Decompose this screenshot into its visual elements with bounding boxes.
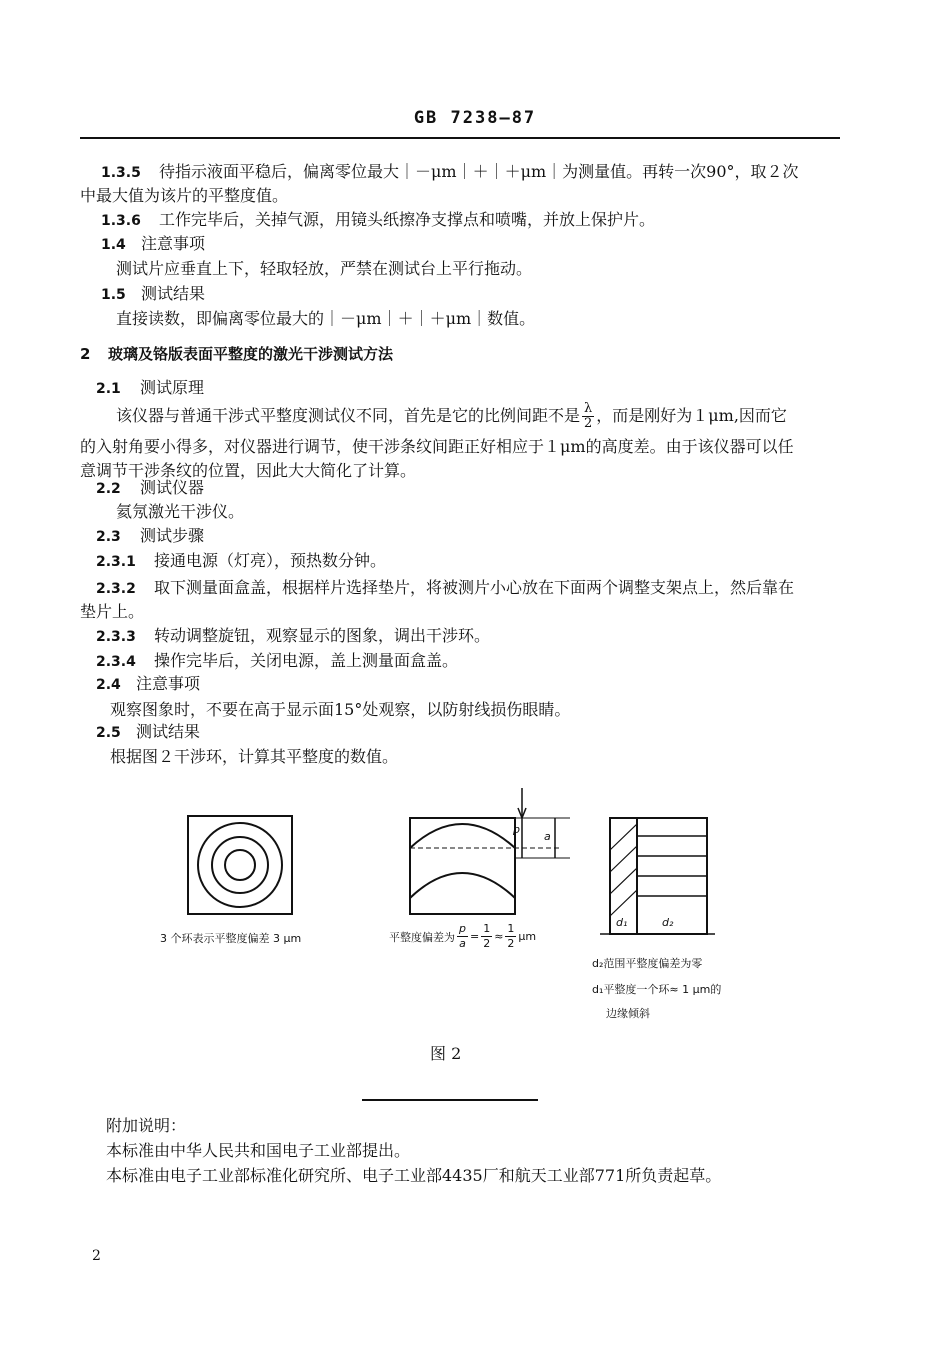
section-2-5-title: 2.5 测试结果 [96,720,200,745]
notes-line2: 本标准由电子工业部标准化研究所、电子工业部4435厂和航天工业部771所负责起草。 [106,1166,722,1185]
figure-caption-3-line1: d₂范围平整度偏差为零 [592,957,703,970]
section-1-3-6: 1.3.6 工作完毕后，关掉气源，用镜头纸擦净支撑点和喷嘴，并放上保护片。 [101,208,655,233]
section-1-3-5-line1: 1.3.5 待指示液面平稳后，偏离零位最大｜－μm｜＋｜＋μm｜为测量值。再转一次90°，取２次 [101,160,799,185]
section-number: 2.1 [96,381,121,397]
ring-middle [212,837,268,893]
section-number: 2.5 [96,725,121,741]
panel2-frame [410,818,515,914]
section-2-4-body: 观察图象时，不要在高于显示面15°处观察，以防射线损伤眼睛。 [110,700,571,719]
page-number: 2 [92,1248,101,1264]
standard-header: GB 7238—87 [413,108,537,128]
section-2-1-title: 2.1 测试原理 [96,376,204,401]
section-2-3-1: 2.3.1 接通电源（灯亮），预热数分钟。 [96,549,386,574]
panel1-frame [188,816,292,914]
figure-caption-1: 3 个环表示平整度偏差 3 μm [160,932,302,945]
section-number: 2.3.4 [96,654,136,670]
section-number: 2.2 [96,481,121,497]
ring-inner [225,850,255,880]
label-a: a [544,830,551,843]
section-number: 2.4 [96,677,121,693]
header-rule [80,137,840,139]
section-2-1-line3: 意调节干涉条纹的位置，因此大大简化了计算。 [80,461,417,480]
section-1-4-body: 测试片应垂直上下，轻取轻放，严禁在测试台上平行拖动。 [116,259,533,278]
label-p: p [513,823,520,836]
section-2-3-2-line2: 垫片上。 [80,602,145,621]
section-number: 2.3 [96,529,121,545]
section-2-3-title: 2.3 测试步骤 [96,524,204,549]
section-number: 2.3.1 [96,554,136,570]
figure-title: 图 2 [430,1044,462,1063]
label-d2: d₂ [662,916,674,929]
section-2-3-2-line1: 2.3.2 取下测量面盒盖，根据样片选择垫片，将被测片小心放在下面两个调整支架点上，然后靠在 [96,576,794,601]
section-2-5-body: 根据图２干涉环，计算其平整度的数值。 [110,747,399,766]
fringe-upper-arc [410,824,515,848]
fringe-lower-arc [410,873,515,898]
figure-2-drawing [0,780,950,1040]
figure-caption-3-line2: d₁平整度一个环≈ 1 μm的 [592,983,722,996]
notes-line1: 本标准由中华人民共和国电子工业部提出。 [106,1141,411,1160]
section-2-1-line2: 的入射角要小得多，对仪器进行调节，使干涉条纹间距正好相应于１μm的高度差。由于该仪器可以任 [80,437,794,456]
lambda-over-two: $\frac{\lambda}{2}$ [584,401,593,431]
figure-caption-3-line3: 边缘倾斜 [606,1007,650,1020]
section-number: 2.3.2 [96,581,136,597]
ring-outer [198,823,282,907]
section-2-2-title: 2.2 测试仪器 [96,476,204,501]
section-number: 1.3.6 [101,213,141,229]
label-d1: d₁ [616,916,628,929]
section-1-5-title: 1.5 测试结果 [101,282,205,307]
section-1-3-5-line2: 中最大值为该片的平整度值。 [80,186,289,205]
section-2-4-title: 2.4 注意事项 [96,672,200,697]
section-2-1-line1: 该仪器与普通干涉式平整度测试仪不同，首先是它的比例间距不是 $\frac{\lambda}{2}$ ，而是刚好为１μm,因而它 [116,401,787,431]
figure-caption-2: 平整度偏差为 $\frac{p}{a}$ = $\frac{1}{2}$ ≈ $\frac{1}{2}$ μm [389,922,537,950]
section-number: 1.3.5 [101,165,141,181]
section-number: 1.5 [101,287,126,303]
section-number: 1.4 [101,237,126,253]
section-2-3-4: 2.3.4 操作完毕后，关闭电源，盖上测量面盒盖。 [96,649,458,674]
section-2-2-body: 氦氖激光干涉仪。 [116,502,245,521]
section-1-5-body: 直接读数，即偏离零位最大的｜－μm｜＋｜＋μm｜数值。 [116,309,536,328]
section-2-title: 2 玻璃及铬版表面平整度的激光干涉测试方法 [80,345,394,363]
end-rule [362,1099,538,1101]
section-2-3-3: 2.3.3 转动调整旋钮，观察显示的图象，调出干涉环。 [96,624,490,649]
notes-title: 附加说明： [106,1116,187,1135]
section-1-4-title: 1.4 注意事项 [101,232,205,257]
section-number: 2.3.3 [96,629,136,645]
